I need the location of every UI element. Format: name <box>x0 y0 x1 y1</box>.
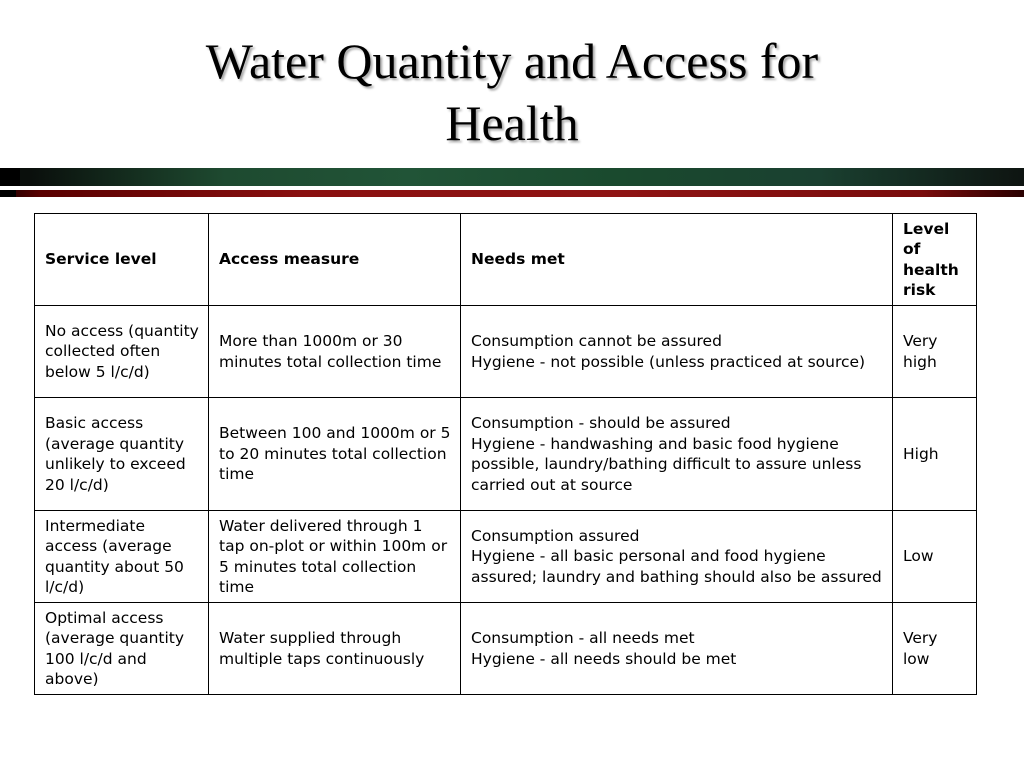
cell-needs-met <box>461 603 893 695</box>
needs-consumption: Consumption - all needs met <box>471 629 695 647</box>
cell-health-risk: High <box>893 398 977 511</box>
cell-health-risk: Very low <box>893 603 977 695</box>
cell-access-measure: Water delivered through 1 tap on-plot or within 100m or 5 minutes total collection time <box>209 511 461 603</box>
header-service-level: Service level <box>35 214 209 306</box>
decorative-red-line <box>0 190 1024 197</box>
needs-hygiene: Hygiene - not possible (unless practiced at source) <box>471 352 866 371</box>
table-row <box>35 511 977 603</box>
cell-health-risk: Low <box>893 511 977 603</box>
cell-access-measure: Water supplied through multiple taps continuously <box>209 603 461 695</box>
table-row <box>35 603 977 695</box>
header-access-measure: Access measure <box>209 214 461 306</box>
needs-hygiene: Hygiene - handwashing and basic food hygiene possible, laundry/bathing difficult to assure unless carried out at source <box>471 434 862 494</box>
cell-health-risk: Very high <box>893 306 977 398</box>
decorative-red-line-edge <box>0 190 16 197</box>
header-needs-met: Needs met <box>461 214 893 306</box>
cell-service-level: No access (quantity collected often below 5 l/c/d) <box>35 306 209 398</box>
cell-needs-met <box>461 306 893 398</box>
cell-access-measure: Between 100 and 1000m or 5 to 20 minutes total collection time <box>209 398 461 511</box>
cell-needs-met <box>461 511 893 603</box>
decorative-green-band <box>0 168 1024 186</box>
slide-title <box>0 30 1024 154</box>
cell-service-level: Intermediate access (average quantity about 50 l/c/d) <box>35 511 209 603</box>
needs-consumption: Consumption assured <box>471 526 640 545</box>
slide-title-line-1: Water Quantity and Access for <box>205 33 819 89</box>
header-health-risk: Level of health risk <box>893 214 977 306</box>
needs-hygiene: Hygiene - all basic personal and food hygiene assured; laundry and bathing should also be assured <box>471 547 882 586</box>
cell-access-measure: More than 1000m or 30 minutes total collection time <box>209 306 461 398</box>
needs-consumption: Consumption cannot be assured <box>471 332 722 350</box>
slide-title-line-2: Health <box>445 95 579 151</box>
table-header-row <box>35 214 977 306</box>
cell-service-level: Optimal access (average quantity 100 l/c/d and above) <box>35 603 209 695</box>
cell-service-level: Basic access (average quantity unlikely to exceed 20 l/c/d) <box>35 398 209 511</box>
needs-hygiene: Hygiene - all needs should be met <box>471 649 737 668</box>
table-row <box>35 398 977 511</box>
table-row <box>35 306 977 398</box>
cell-needs-met <box>461 398 893 511</box>
water-access-table <box>34 213 977 695</box>
decorative-band-edge <box>0 168 20 186</box>
needs-consumption: Consumption - should be assured <box>471 414 731 432</box>
